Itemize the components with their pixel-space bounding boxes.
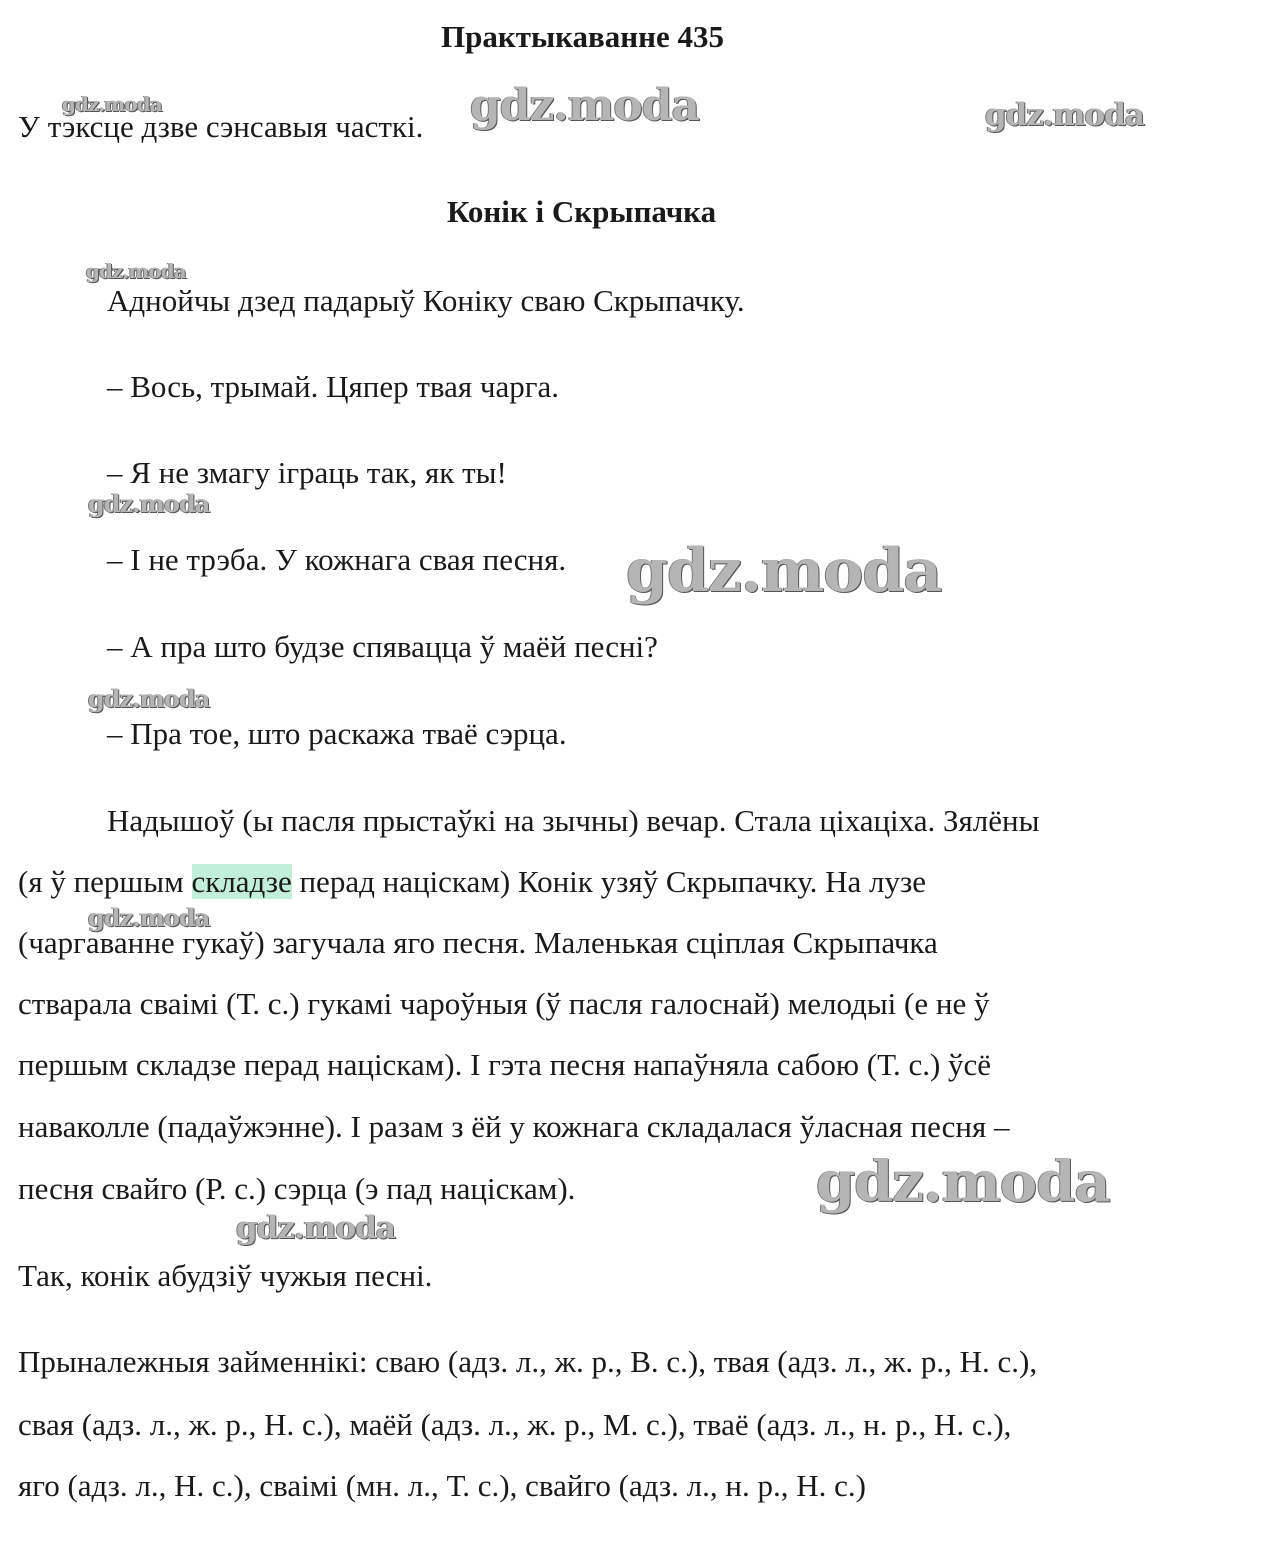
watermark: gdz.moda	[985, 97, 1144, 133]
exercise-title: Практыкаванне 435	[441, 19, 725, 54]
watermark: gdz.moda	[88, 489, 210, 518]
watermark: gdz.moda	[236, 1210, 395, 1246]
paragraph-line: стварала сваімі (Т. с.) гукамі чароўныя (ў пасля галоснай) мелодыі (е не ў	[18, 986, 990, 1021]
dialogue-line: – Я не змагу іграць так, як ты!	[107, 455, 507, 490]
paragraph-line: наваколле (падаўжэнне). І разам з ёй у кожнага складалася ўласная песня –	[18, 1109, 1010, 1144]
dialogue-line: Аднойчы дзед падарыў Коніку сваю Скрыпачку.	[107, 283, 745, 318]
dialogue-line: – А пра што будзе спявацца ў маёй песні?	[107, 629, 658, 664]
watermark: gdz.moda	[626, 536, 942, 606]
story-title: Конік і Скрыпачка	[447, 194, 717, 229]
watermark: gdz.moda	[816, 1149, 1110, 1215]
watermark: gdz.moda	[470, 80, 700, 131]
highlighted-word: складзе	[191, 864, 292, 899]
paragraph-line: (чаргаванне гукаў) загучала яго песня. Маленькая сціплая Скрыпачка	[18, 925, 938, 960]
pronouns-line: свая (адз. л., ж. р., Н. с.), маёй (адз. л., ж. р., М. с.), тваё (адз. л., н. р., Н. с.),	[18, 1407, 1012, 1442]
pronouns-line: яго (адз. л., Н. с.), сваімі (мн. л., Т. с.), свайго (адз. л., н. р., Н. с.)	[18, 1468, 866, 1503]
paragraph-line: Надышоў (ы пасля прыстаўкі на зычны) вечар. Стала ціхаціха. Зялёны	[107, 803, 1040, 838]
watermark: gdz.moda	[88, 684, 210, 713]
paragraph-line: песня свайго (Р. с.) сэрца (э пад націскам).	[18, 1171, 576, 1206]
watermark: gdz.moda	[88, 903, 210, 932]
conclusion-text: Так, конік абудзіў чужыя песні.	[18, 1258, 433, 1293]
watermark: gdz.moda	[62, 92, 162, 116]
pronouns-line: Прыналежныя займеннікі: сваю (адз. л., ж. р., В. с.), твая (адз. л., ж. р., Н. с.),	[18, 1344, 1038, 1379]
paragraph-text: перад націскам) Конік узяў Скрыпачку. На лузе	[291, 864, 927, 899]
paragraph-text: (я ў першым	[18, 864, 192, 899]
intro-text: У тэксце дзве сэнсавыя часткі.	[18, 109, 424, 144]
watermark: gdz.moda	[86, 259, 186, 283]
paragraph-line	[18, 866, 926, 897]
dialogue-line: – Вось, трымай. Цяпер твая чарга.	[107, 369, 559, 404]
paragraph-line: першым складзе перад націскам). І гэта песня напаўняла сабою (Т. с.) ўсё	[18, 1047, 992, 1082]
dialogue-line: – І не трэба. У кожнага свая песня.	[107, 542, 567, 577]
dialogue-line: – Пра тое, што раскажа тваё сэрца.	[107, 716, 567, 751]
